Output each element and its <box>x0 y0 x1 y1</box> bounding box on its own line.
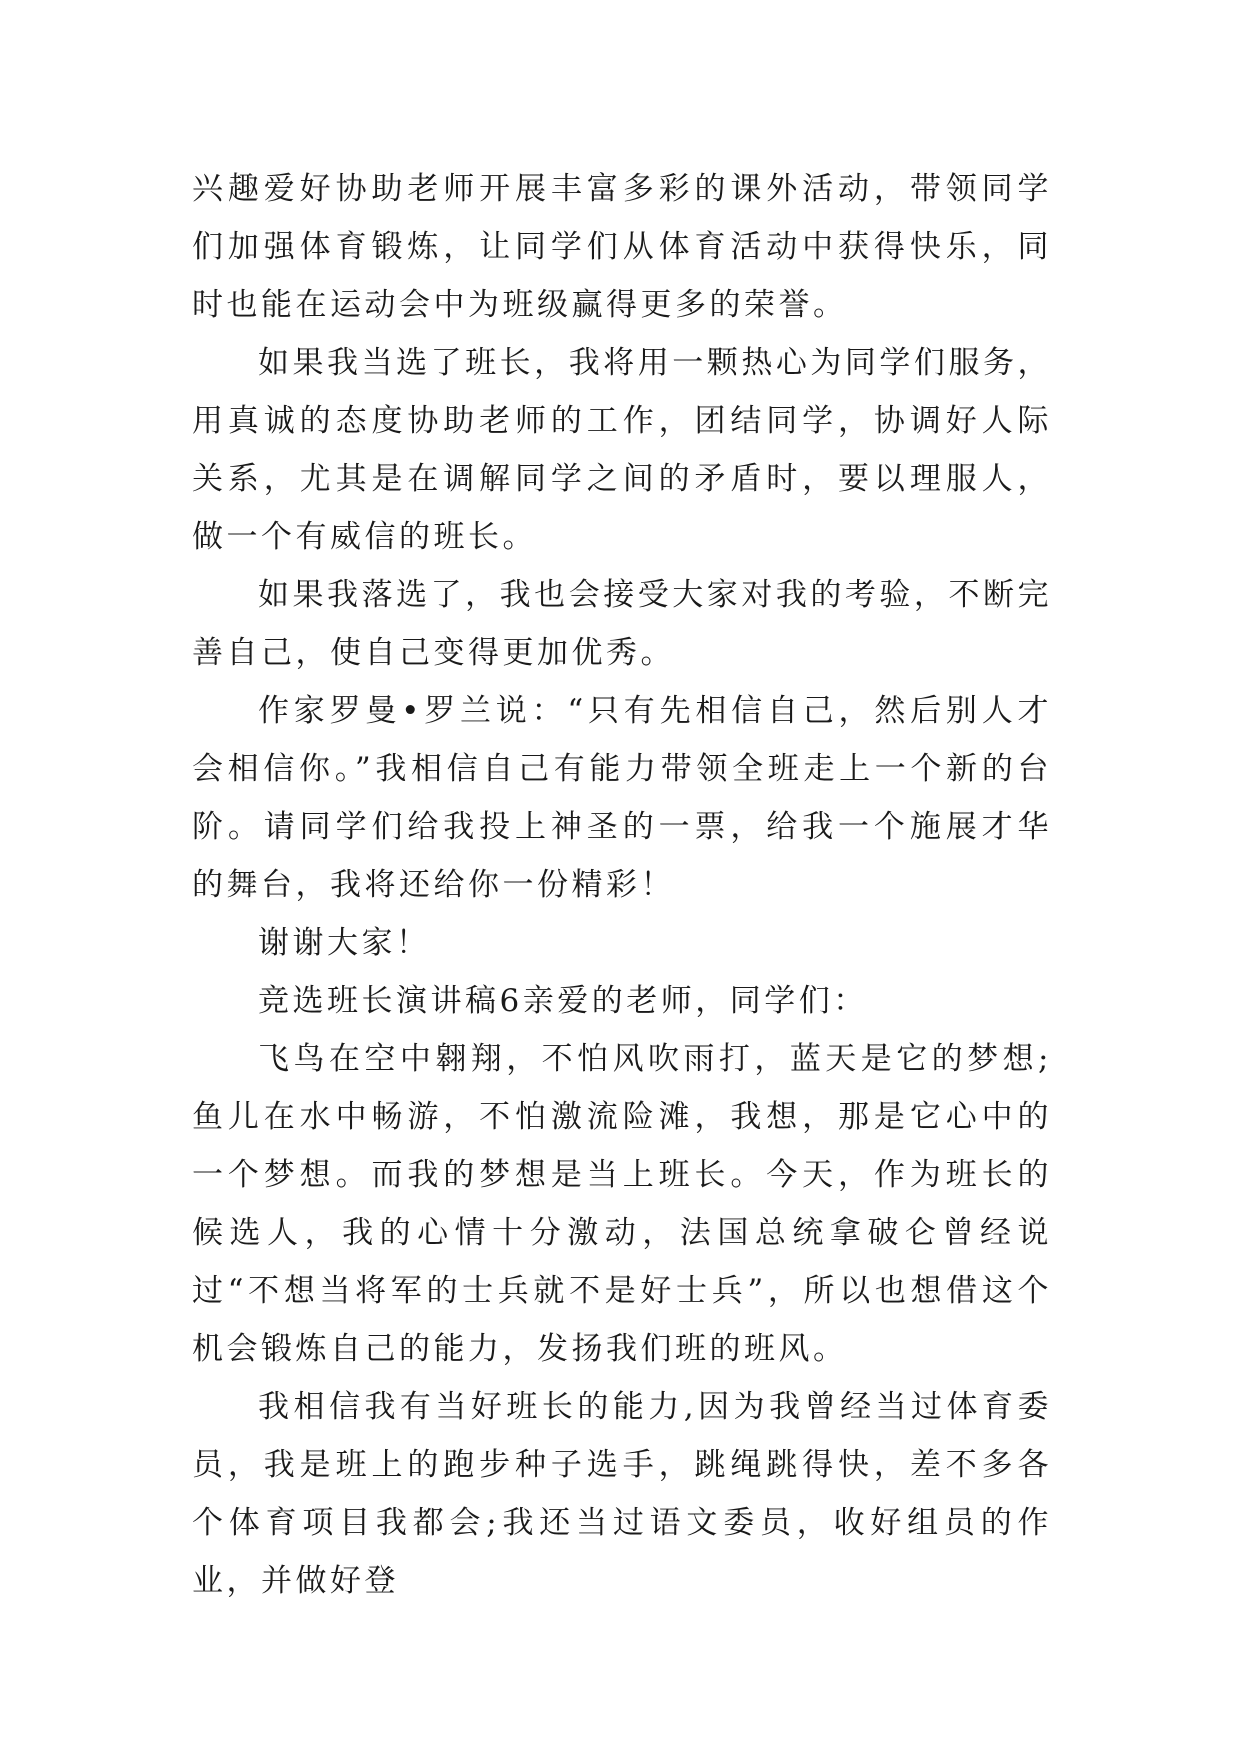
document-body <box>192 160 1052 1610</box>
paragraph-6-heading: 竞选班长演讲稿6亲爱的老师，同学们： <box>258 983 868 1019</box>
paragraph-7: 飞鸟在空中翱翔，不怕风吹雨打，蓝天是它的梦想;鱼儿在水中畅游，不怕激流险滩，我想，那是它心中的一个梦想。而我的梦想是当上班长。今天，作为班长的候选人，我的心情十分激动，法国总统拿破仑曾经说过“不想当将军的士兵就不是好士兵”，所以也想借这个机会锻炼自己的能力，发扬我们班的班风。 <box>192 1041 1052 1367</box>
paragraph-3: 如果我落选了，我也会接受大家对我的考验，不断完善自己，使自己变得更加优秀。 <box>192 577 1052 671</box>
paragraph-2: 如果我当选了班长，我将用一颗热心为同学们服务，用真诚的态度协助老师的工作，团结同学，协调好人际关系，尤其是在调解同学之间的矛盾时，要以理服人，做一个有威信的班长。 <box>192 345 1052 555</box>
paragraph-5: 谢谢大家！ <box>258 925 431 961</box>
paragraph-8: 我相信我有当好班长的能力,因为我曾经当过体育委员，我是班上的跑步种子选手，跳绳跳得快，差不多各个体育项目我都会;我还当过语文委员，收好组员的作业，并做好登 <box>192 1389 1052 1599</box>
paragraph-4: 作家罗曼•罗兰说：“只有先相信自己，然后别人才会相信你。”我相信自己有能力带领全班走上一个新的台阶。请同学们给我投上神圣的一票，给我一个施展才华的舞台，我将还给你一份精彩！ <box>192 693 1052 903</box>
paragraph-1: 兴趣爱好协助老师开展丰富多彩的课外活动，带领同学们加强体育锻炼，让同学们从体育活动中获得快乐，同时也能在运动会中为班级赢得更多的荣誉。 <box>192 171 1052 323</box>
